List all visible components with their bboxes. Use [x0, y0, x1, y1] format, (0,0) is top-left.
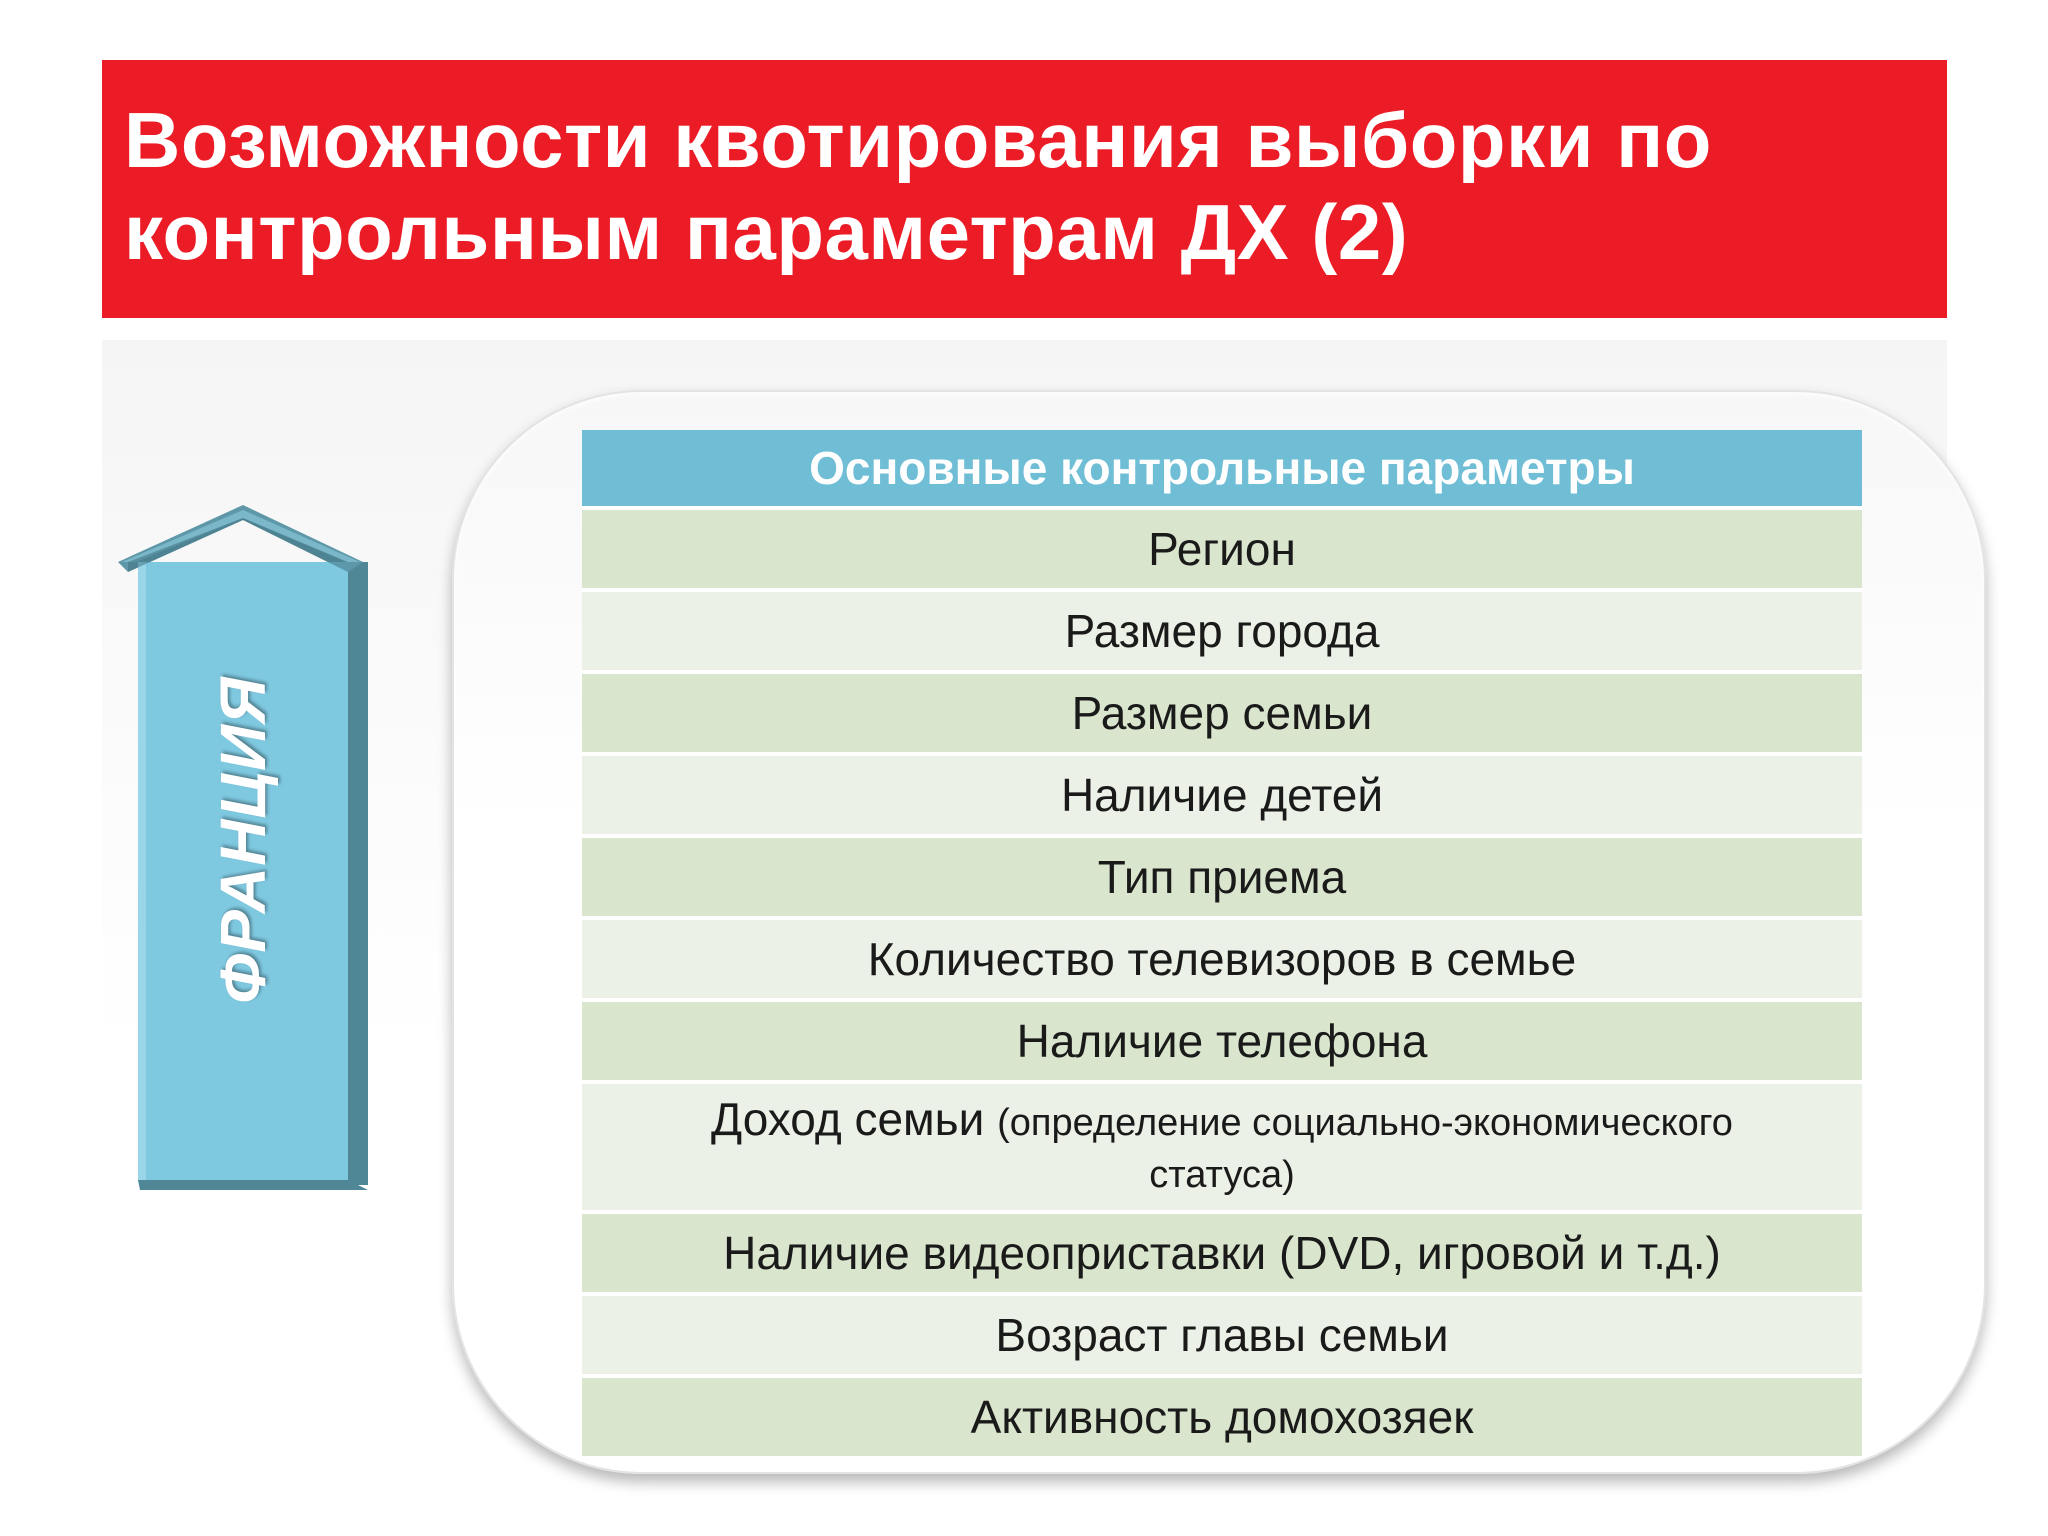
table-row: Регион: [582, 510, 1862, 592]
table-row: Возраст главы семьи: [582, 1296, 1862, 1378]
table-row: Активность домохозяек: [582, 1378, 1862, 1460]
parameters-table: [582, 430, 1862, 1460]
table-row-income: [582, 1084, 1862, 1214]
slide-title-line2: контрольным параметрам ДХ (2): [124, 188, 1409, 276]
income-note-1: (определение социально-экономического: [997, 1102, 1733, 1144]
table-row: Размер семьи: [582, 674, 1862, 756]
table-row: Количество телевизоров в семье: [582, 920, 1862, 1002]
up-arrow-shape: [118, 505, 368, 1195]
title-banner: [102, 60, 1947, 318]
table-row: Наличие телефона: [582, 1002, 1862, 1084]
table-row: Размер города: [582, 592, 1862, 674]
table-header: Основные контрольные параметры: [582, 430, 1862, 510]
table-row: Тип приема: [582, 838, 1862, 920]
slide-title-line1: Возможности квотирования выборки по: [124, 96, 1712, 184]
arrow-label: ФРАНЦИЯ: [207, 676, 279, 1004]
income-note-2: статуса): [1149, 1154, 1295, 1196]
slide-title: [124, 94, 1924, 278]
table-row: Наличие детей: [582, 756, 1862, 838]
income-main: Доход семьи: [711, 1093, 985, 1145]
table-row: Наличие видеоприставки (DVD, игровой и т.д.): [582, 1214, 1862, 1296]
